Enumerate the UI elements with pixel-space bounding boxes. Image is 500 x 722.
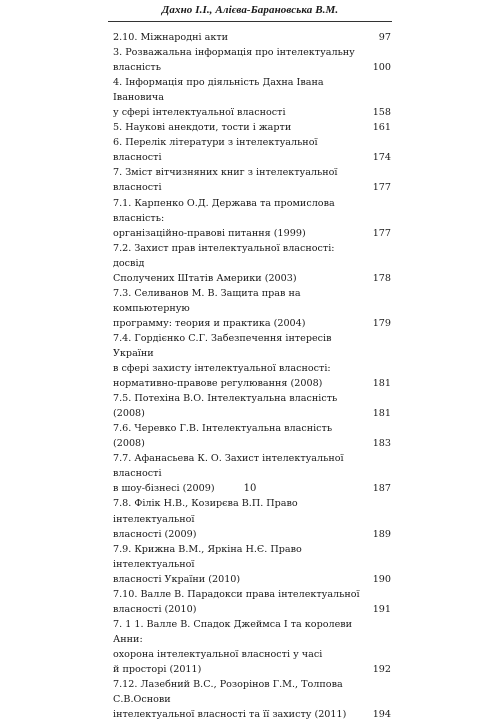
- toc-entry-page: 97: [378, 32, 391, 43]
- toc-entry: [113, 241, 391, 286]
- toc-entry-page: 189: [372, 528, 391, 540]
- toc-entry-title: 5. Наукові анекдоти, тости і жарти: [113, 122, 292, 134]
- toc-entry-title: 7.8. Філік Н.В., Козирєва В.П. Право інтелектуальної власності (2009): [113, 498, 298, 540]
- toc-entry-title: 7.1. Карпенко О.Д. Держава та промислова власність: організаційно-правові питання (1999): [113, 197, 335, 239]
- toc-entry-page: 191: [372, 603, 391, 615]
- toc-entry-title: 2.10. Міжнародні акти: [113, 32, 229, 43]
- toc-entry-title: 6. Перелік літератури з інтелектуальної власності: [113, 137, 318, 164]
- toc-entry: [113, 165, 391, 195]
- toc-entry-page: 183: [372, 438, 391, 450]
- toc-entry: [113, 135, 391, 165]
- toc-entry-title: 7.5. Потехіна В.О. Інтелектуальна власність (2008): [113, 393, 338, 420]
- toc-entry: [113, 542, 391, 587]
- toc-entry: [113, 677, 391, 722]
- toc-entry-page: 179: [372, 317, 391, 329]
- toc-entry-page: 161: [372, 122, 391, 134]
- table-of-contents: [113, 30, 391, 722]
- running-header: Дахно І.І., Алієва-Барановська В.М.: [161, 4, 339, 16]
- toc-entry: [113, 587, 391, 617]
- toc-entry-page: 178: [372, 272, 391, 284]
- toc-entry-page: 100: [372, 62, 391, 74]
- toc-entry-title: 7.10. Валле В. Парадокси права інтелектуальної власності (2010): [113, 588, 360, 615]
- header-rule: [108, 21, 392, 22]
- toc-entry: [113, 421, 391, 451]
- toc-entry-page: 190: [372, 573, 391, 585]
- toc-entry-page: 194: [372, 709, 391, 721]
- toc-entry-title: 4. Інформація про діяльність Дахна Івана Івановича у сфері інтелектуальної власності: [113, 77, 324, 119]
- toc-entry-page: 177: [372, 182, 391, 194]
- toc-entry-page: 192: [372, 663, 391, 675]
- toc-entry-title: 7. 1 1. Валле В. Спадок Джеймса І та королеви Анни: охорона інтелектуальної власності у часі й просторі (2011): [113, 618, 353, 675]
- toc-entry: [113, 196, 391, 241]
- toc-entry: [113, 30, 391, 45]
- toc-entry: [113, 45, 391, 75]
- toc-entry-page: 158: [372, 107, 391, 119]
- toc-entry-title: 7.7. Афанасьева К. О. Захист інтелектуальної власності в шоу-бізнесі (2009): [113, 453, 344, 495]
- toc-entry-title: 7.12. Лазебний В.С., Розорінов Г.М., Толпова С.В.Основи інтелектуальної власності та її захисту (2011): [113, 679, 347, 721]
- toc-entry-title: 3. Розважальна інформація про інтелектуальну власність: [113, 47, 355, 74]
- toc-entry-title: 7.4. Гордієнко С.Г. Забезпечення інтересів України в сфері захисту інтелектуальної власності: нормативно-правове регулювання (2008): [113, 332, 332, 390]
- toc-entry: [113, 286, 391, 331]
- toc-entry-title: 7.6. Черевко Г.В. Інтелектуальна власність (2008): [113, 423, 333, 450]
- toc-entry-title: 7.2. Захист прав інтелектуальної власності: досвід Сполучених Штатів Америки (2003): [113, 242, 335, 284]
- toc-entry-title: 7.3. Селиванов М. В. Защита прав на компьютерную программу: теория и практика (2004): [113, 287, 306, 329]
- toc-entry: [113, 75, 391, 120]
- toc-entry-page: 181: [372, 378, 391, 390]
- toc-entry: [113, 120, 391, 135]
- toc-entry-title: 7.9. Крижна В.М., Яркіна Н.Є. Право інтелектуальної власності України (2010): [113, 543, 302, 585]
- toc-entry-page: 177: [372, 227, 391, 239]
- page-number: 10: [243, 483, 257, 494]
- toc-entry-page: 187: [372, 483, 391, 495]
- toc-entry: [113, 331, 391, 391]
- toc-entry-page: 174: [372, 152, 391, 164]
- toc-entry: [113, 391, 391, 421]
- toc-entry-page: 181: [372, 408, 391, 420]
- toc-entry: [113, 617, 391, 677]
- toc-entry-title: 7. Зміст вітчизняних книг з інтелектуальної власності: [113, 167, 338, 194]
- toc-entry: [113, 496, 391, 541]
